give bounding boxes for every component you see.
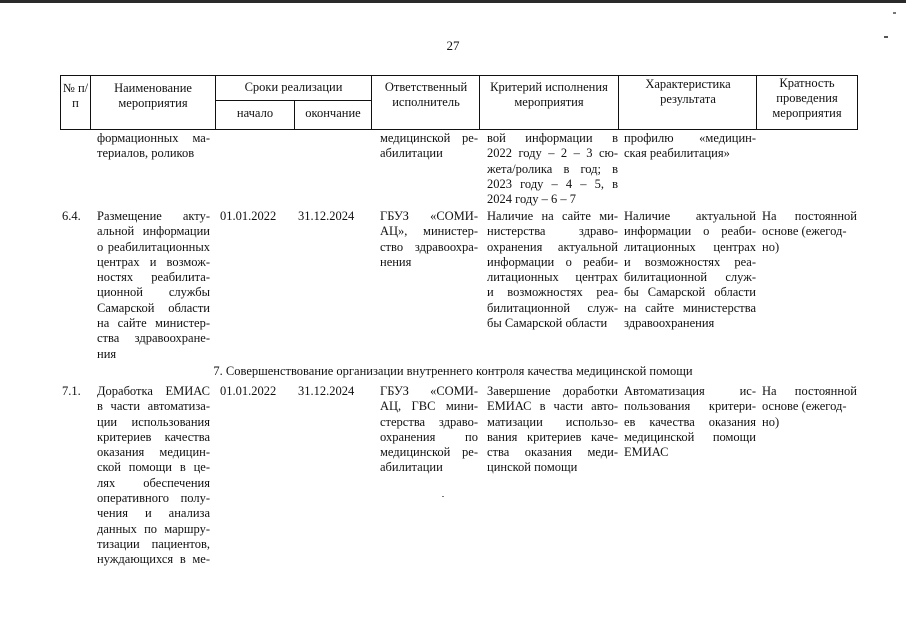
text-line: Наличие актуальной xyxy=(624,209,756,223)
text-line: оперативного полу- xyxy=(97,491,210,506)
text-line: профилю «медицин- xyxy=(624,131,756,145)
text-line: ства оказания меди- xyxy=(487,445,618,460)
text-line: На постоянной xyxy=(762,209,857,223)
row-6-4-frequency xyxy=(762,209,857,255)
text-line: Автоматизация ис- xyxy=(624,384,756,398)
text-line: критериев качества xyxy=(97,429,210,444)
text-line: ГБУЗ «СОМИ- xyxy=(380,384,478,398)
text-line: Доработка ЕМИАС xyxy=(97,384,210,398)
table-header xyxy=(60,75,858,130)
scan-speck xyxy=(442,496,444,497)
continuation-name xyxy=(97,131,210,162)
text-line: На постоянной xyxy=(762,384,857,398)
text-line: Размещение акту- xyxy=(97,209,210,223)
text-line: ностях реабилита- xyxy=(97,270,210,285)
text-line: ство здравоохра- xyxy=(380,239,478,254)
text-line: здравоохранения xyxy=(624,316,715,331)
text-line: стерства здраво- xyxy=(380,414,478,429)
text-line: териалов, роликов xyxy=(97,146,195,161)
row-7-1-criterion xyxy=(487,384,618,476)
text-line: бы Самарской области xyxy=(487,316,608,331)
text-line: ства здравоохране- xyxy=(97,331,210,346)
text-line: билитационной служ- xyxy=(487,300,618,315)
row-6-4-end: 31.12.2024 xyxy=(298,209,355,223)
text-line: но) xyxy=(762,414,780,429)
text-line: охранения актуальной xyxy=(487,239,618,254)
text-line: ская реабилитация» xyxy=(624,146,730,161)
text-line: формационных ма- xyxy=(97,131,210,145)
header-col-divider xyxy=(90,75,91,130)
text-line: данных по маршру- xyxy=(97,521,210,536)
row-6-4-responsible xyxy=(380,209,478,270)
text-line: литационных центрах xyxy=(487,270,618,285)
row-7-1-start: 01.01.2022 xyxy=(220,384,277,398)
text-line: билитационной служ- xyxy=(624,270,756,285)
text-line: нуждающихся в ме- xyxy=(97,552,210,567)
header-border-bottom xyxy=(60,129,858,130)
text-line: ции использования xyxy=(97,414,210,429)
header-criterion: Критерий исполнения мероприятия xyxy=(490,80,608,109)
page-number: 27 xyxy=(446,38,460,53)
text-line: ской помощи в це- xyxy=(97,460,210,475)
text-line: лях обеспечения xyxy=(97,475,210,490)
header-name: Наименование мероприятия xyxy=(114,81,192,110)
header-border-top xyxy=(60,75,858,76)
scan-mark xyxy=(893,12,896,14)
header-col-divider xyxy=(479,75,480,130)
text-line: Самарской области xyxy=(97,300,210,315)
text-line: АЦ», министер- xyxy=(380,224,478,239)
text-line: информации о реаби- xyxy=(624,224,756,239)
header-num: № п/п xyxy=(62,81,89,110)
text-line: ЕМИАС в части авто- xyxy=(487,399,618,414)
text-line: ционной службы xyxy=(97,285,210,300)
text-line: ГБУЗ «СОМИ- xyxy=(380,209,478,223)
header-characteristic: Характеристика результата xyxy=(645,77,731,106)
text-line: ния xyxy=(97,346,117,361)
text-line: центрах и возмож- xyxy=(97,254,210,269)
text-line: медицинской ре- xyxy=(380,445,478,460)
text-line: матизации использо- xyxy=(487,414,618,429)
header-subrow-divider xyxy=(215,100,371,101)
text-line: чения и анализа xyxy=(97,506,210,521)
text-line: основе (ежегод- xyxy=(762,399,847,414)
row-6-4-start: 01.01.2022 xyxy=(220,209,277,223)
header-frequency: Кратность проведения мероприятия xyxy=(772,76,842,120)
row-6-4-name xyxy=(97,209,210,362)
text-line: 2024 году – 6 – 7 xyxy=(487,192,576,207)
top-border-line xyxy=(0,0,906,3)
row-7-1-end: 31.12.2024 xyxy=(298,384,355,398)
text-line: и возможностях реа- xyxy=(624,254,756,269)
text-line: оказания медицин- xyxy=(97,445,210,460)
text-line: 2022 году – 2 – 3 сю- xyxy=(487,146,618,161)
text-line: альной информации xyxy=(97,224,210,239)
text-line: информации о реаби- xyxy=(487,254,618,269)
header-terms: Сроки реализации xyxy=(244,80,343,94)
text-line: цинской помощи xyxy=(487,460,578,475)
text-line: бы Самарской области xyxy=(624,285,756,300)
row-6-4-num: 6.4. xyxy=(62,209,81,223)
text-line: ЕМИАС xyxy=(624,445,669,460)
header-border-right xyxy=(857,75,858,130)
text-line: тизации пациентов, xyxy=(97,536,210,551)
header-end: окончание xyxy=(305,106,361,120)
section-7-title: 7. Совершенствование организации внутреннего контроля качества медицинской помощи xyxy=(213,364,693,378)
row-6-4-criterion xyxy=(487,209,618,331)
text-line: вания критериев каче- xyxy=(487,429,618,444)
text-line: основе (ежегод- xyxy=(762,224,847,239)
text-line: АЦ, ГВС мини- xyxy=(380,399,478,414)
header-col-divider xyxy=(618,75,619,130)
text-line: абилитации xyxy=(380,460,443,475)
row-6-4-characteristic xyxy=(624,209,756,331)
continuation-responsible xyxy=(380,131,478,162)
text-line: на сайте министерства xyxy=(624,300,756,315)
text-line: Завершение доработки xyxy=(487,384,618,398)
text-line: жета/ролика в год; в xyxy=(487,161,618,176)
text-line: и возможностях реа- xyxy=(487,285,618,300)
text-line: в части автоматиза- xyxy=(97,399,210,414)
row-7-1-name xyxy=(97,384,210,568)
text-line: вой информации в xyxy=(487,131,618,145)
text-line: медицинской помощи xyxy=(624,429,756,444)
header-responsible: Ответственный исполнитель xyxy=(384,80,468,109)
continuation-characteristic xyxy=(624,131,756,162)
row-7-1-responsible xyxy=(380,384,478,476)
header-start: начало xyxy=(236,106,274,120)
text-line: но) xyxy=(762,239,780,254)
row-7-1-frequency xyxy=(762,384,857,430)
text-line: нения xyxy=(380,254,412,269)
text-line: на сайте министер- xyxy=(97,316,210,331)
row-7-1-characteristic xyxy=(624,384,756,460)
text-line: 2023 году – 4 – 5, в xyxy=(487,176,618,191)
continuation-criterion xyxy=(487,131,618,207)
text-line: пользования критери- xyxy=(624,399,756,414)
text-line: охранения по xyxy=(380,429,478,444)
text-line: медицинской ре- xyxy=(380,131,478,145)
text-line: нистерства здраво- xyxy=(487,224,618,239)
header-col-divider xyxy=(371,75,372,130)
text-line: Наличие на сайте ми- xyxy=(487,209,618,223)
text-line: о реабилитационных xyxy=(97,239,210,254)
text-line: литационных центрах xyxy=(624,239,756,254)
text-line: ев качества оказания xyxy=(624,414,756,429)
header-col-divider xyxy=(756,75,757,130)
text-line: абилитации xyxy=(380,146,443,161)
row-7-1-num: 7.1. xyxy=(62,384,81,398)
